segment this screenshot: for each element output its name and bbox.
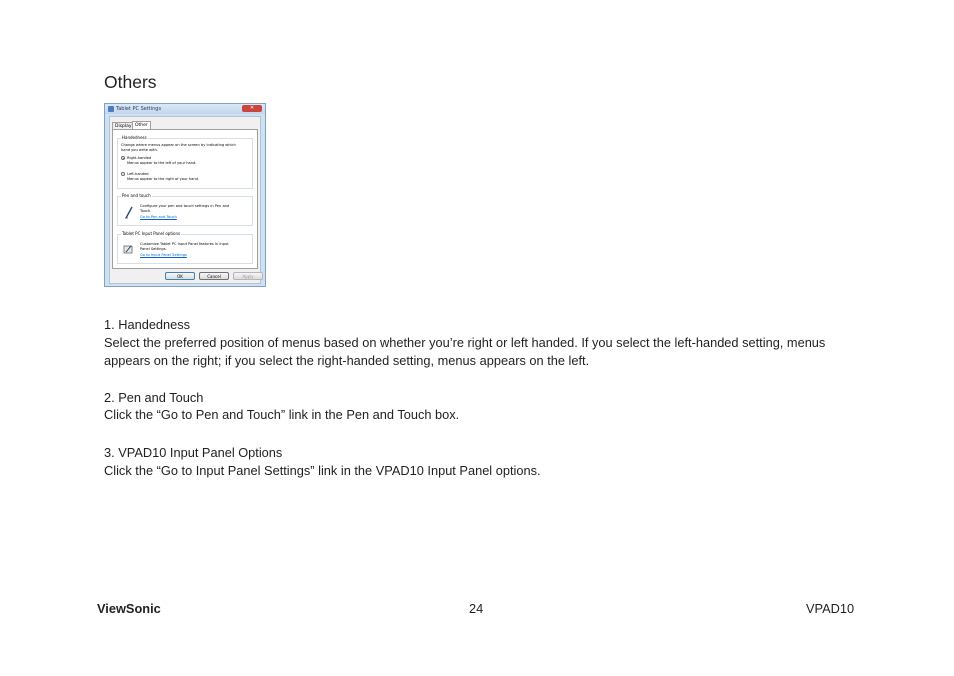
pen-touch-label: Pen and touch bbox=[122, 193, 151, 198]
footer-model: VPAD10 bbox=[806, 601, 855, 616]
item-1-heading: 1. Handedness bbox=[104, 317, 191, 332]
right-handed-label: Right-handed bbox=[127, 155, 152, 160]
go-to-pen-and-touch-link: Go to Pen and Touch bbox=[140, 215, 177, 219]
page-number: 24 bbox=[469, 601, 484, 616]
left-handed-desc: Menus appear to the right of your hand. bbox=[127, 177, 200, 181]
right-handed-radio bbox=[121, 156, 125, 160]
input-panel-icon bbox=[123, 243, 133, 257]
handedness-desc-2: hand you write with. bbox=[121, 147, 158, 152]
tablet-pc-settings-screenshot bbox=[104, 103, 266, 287]
handedness-label: Handedness bbox=[122, 135, 147, 140]
item-2-heading: 2. Pen and Touch bbox=[104, 390, 204, 405]
pen-touch-desc-2: Touch. bbox=[140, 208, 152, 213]
pen-touch-group bbox=[117, 193, 253, 226]
apply-button: Apply bbox=[233, 272, 263, 280]
tab-display: Display bbox=[112, 122, 135, 130]
tablet-settings-icon bbox=[108, 106, 114, 112]
window-titlebar bbox=[105, 104, 265, 114]
window-title: Tablet PC Settings bbox=[116, 106, 162, 112]
ok-button: OK bbox=[165, 272, 195, 280]
item-3-heading: 3. VPAD10 Input Panel Options bbox=[104, 445, 283, 460]
input-panel-desc-1: Customize Tablet PC Input Panel features in Input bbox=[140, 242, 229, 246]
input-panel-label: Tablet PC Input Panel options bbox=[122, 231, 181, 236]
footer-brand: ViewSonic bbox=[97, 601, 161, 616]
item-1-body-line-1: Select the preferred position of menus based on whether you’re right or left handed. If you select the left-handed setting, menus bbox=[104, 335, 826, 350]
dialog-client bbox=[109, 116, 261, 284]
close-icon: ✕ bbox=[242, 105, 262, 112]
input-panel-group bbox=[117, 231, 253, 264]
tab-other: Other bbox=[132, 121, 151, 130]
right-handed-desc: Menus appear to the left of your hand. bbox=[127, 161, 197, 165]
pen-touch-desc-1: Configure your pen and touch settings in Pen and bbox=[140, 204, 230, 208]
pen-icon bbox=[124, 205, 134, 219]
cancel-button: Cancel bbox=[199, 272, 229, 280]
tab-page-other bbox=[112, 129, 258, 269]
left-handed-label: Left-handed bbox=[127, 171, 149, 176]
item-1-body-line-2: appears on the right; if you select the right-handed setting, menus appears on the left. bbox=[104, 353, 590, 368]
left-handed-radio bbox=[121, 172, 125, 176]
handedness-group bbox=[117, 135, 253, 189]
go-to-input-panel-settings-link: Go to Input Panel Settings bbox=[140, 253, 187, 257]
item-2-body: Click the “Go to Pen and Touch” link in the Pen and Touch box. bbox=[104, 407, 460, 422]
item-3-body: Click the “Go to Input Panel Settings” link in the VPAD10 Input Panel options. bbox=[104, 463, 541, 478]
handedness-desc-1: Change where menus appear on the screen by indicating which bbox=[121, 143, 236, 147]
input-panel-desc-2: Panel Settings. bbox=[140, 246, 167, 251]
section-title: Others bbox=[104, 72, 157, 92]
